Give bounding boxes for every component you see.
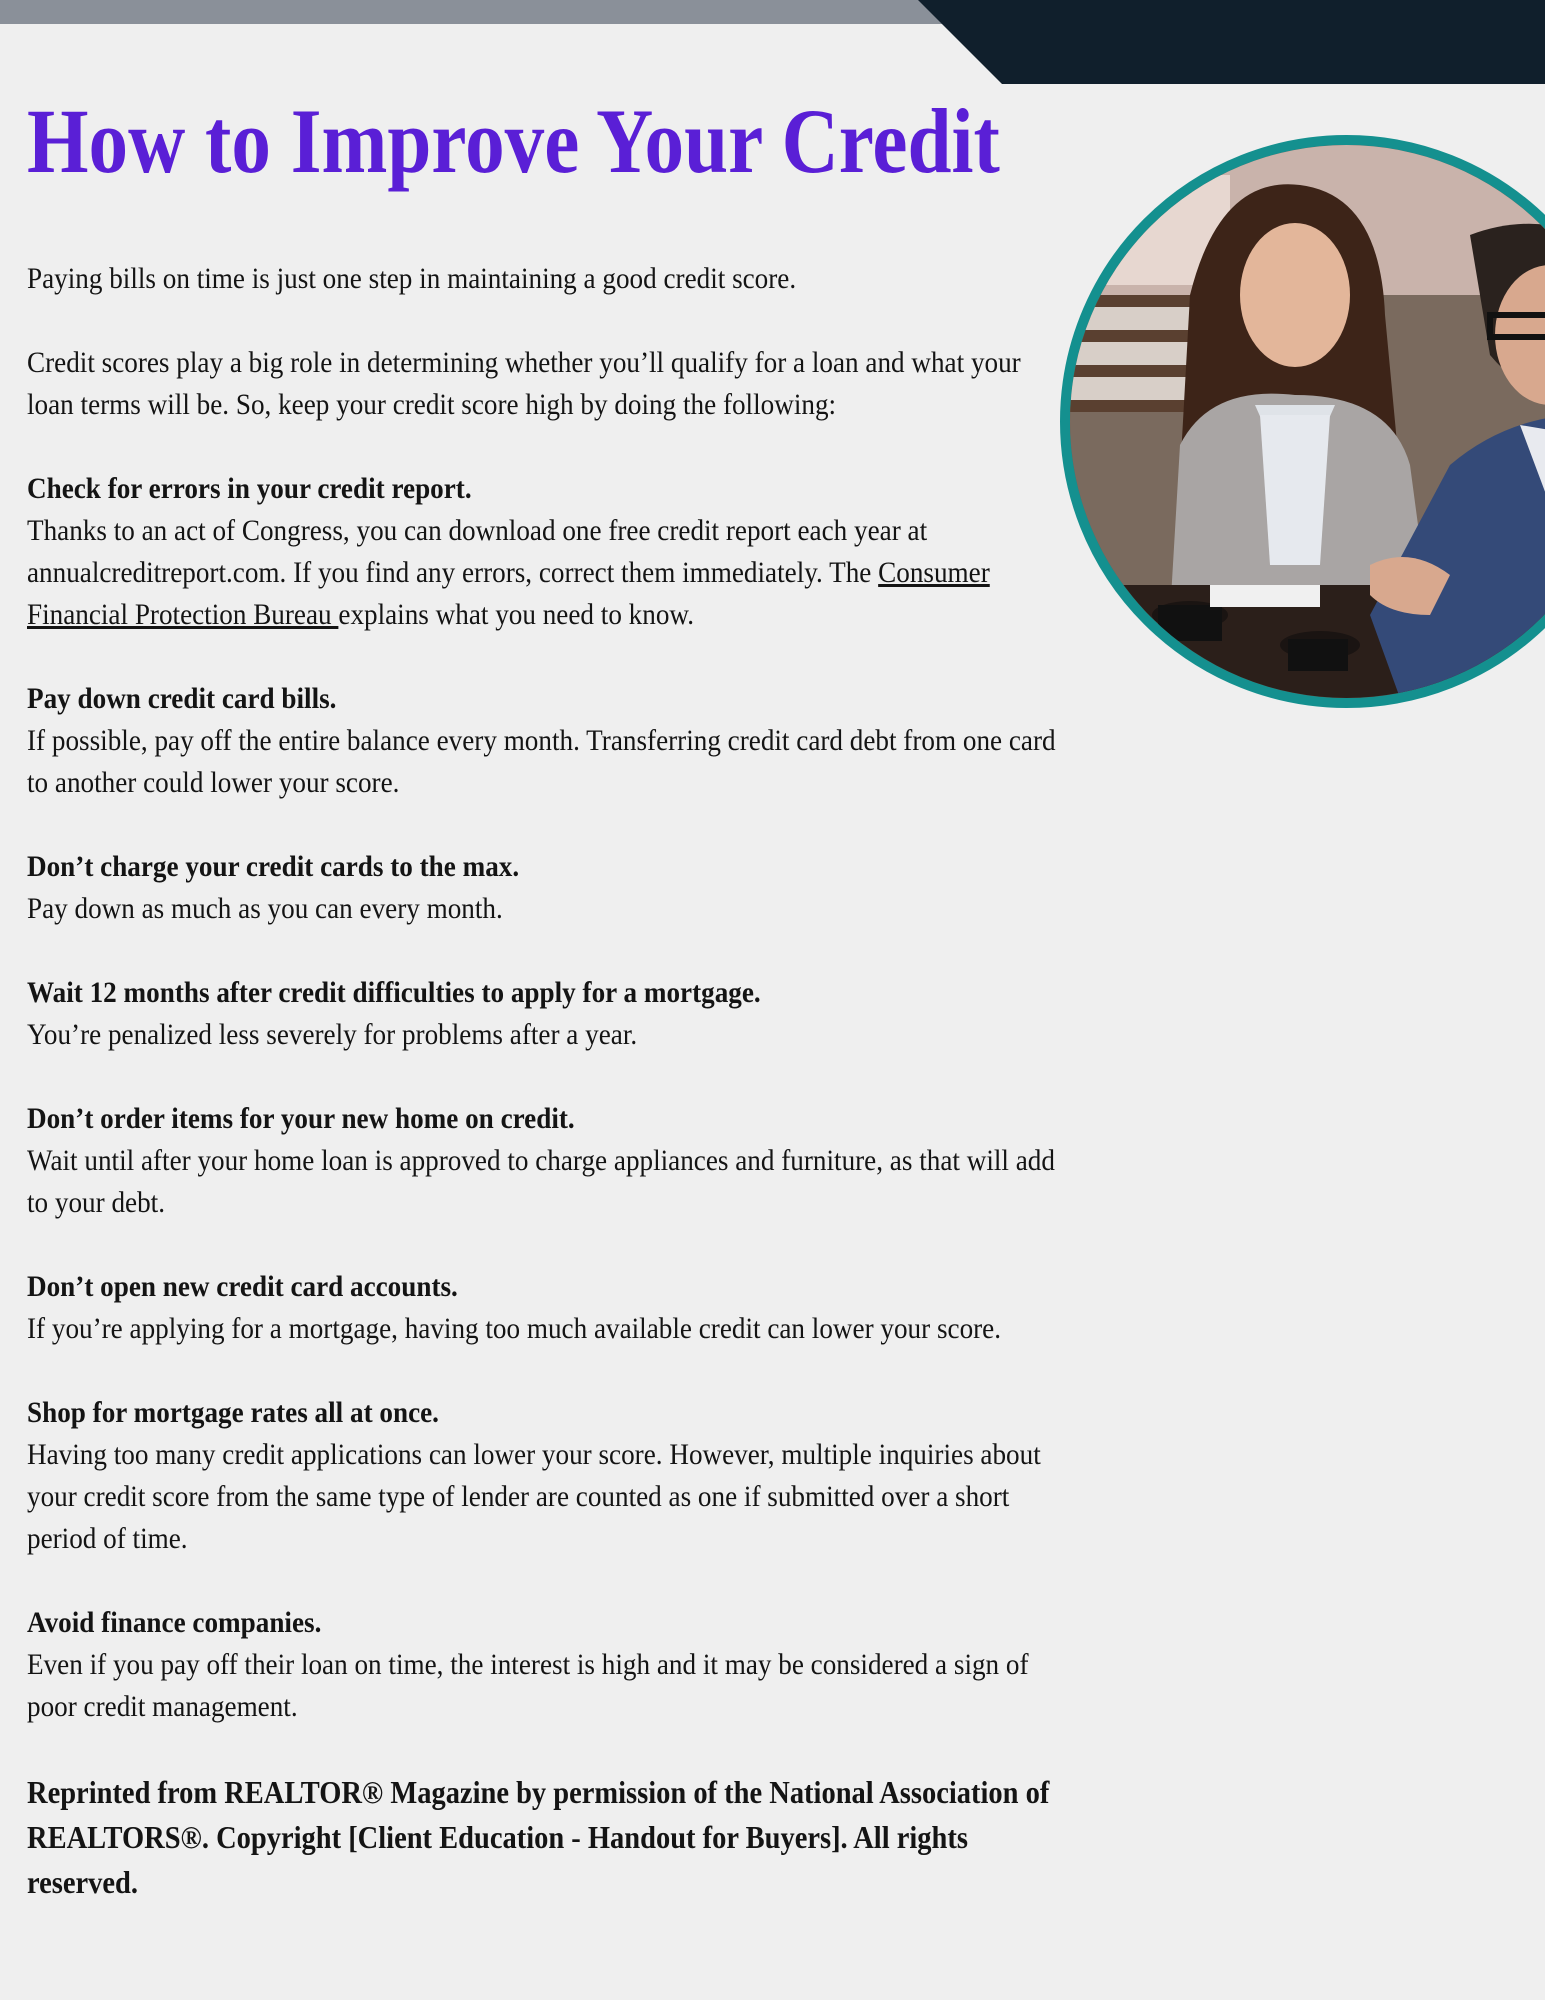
tip-body: You’re penalized less severely for problems after a year.: [27, 1018, 638, 1051]
tip-pay-down-cards: [27, 678, 1068, 804]
tip-body: If you’re applying for a mortgage, having too much available credit can lower your score.: [27, 1312, 1002, 1345]
tip-wait-12-months: [27, 972, 1068, 1056]
tip-body: Pay down as much as you can every month.: [27, 892, 503, 925]
tip-heading: Don’t open new credit card accounts.: [27, 1270, 458, 1303]
copyright-footer: Reprinted from REALTOR® Magazine by permission of the National Association of REALTORS®. Copyright [Client Education - Handout for Buyers]. All rights reserved.: [27, 1774, 1050, 1900]
tip-no-new-accounts: [27, 1266, 1068, 1350]
tip-heading: Don’t order items for your new home on credit.: [27, 1102, 575, 1135]
tip-check-errors: [27, 468, 1068, 636]
cfpb-link[interactable]: Consumer Financial Protection Bureau: [27, 556, 990, 631]
tip-shop-rates-at-once: [27, 1392, 1068, 1560]
people-meeting-photo: [1060, 135, 1545, 708]
page-title: How to Improve Your Credit: [27, 90, 1000, 192]
intro-paragraph: Credit scores play a big role in determining whether you’ll qualify for a loan and what your loan terms will be. So, keep your credit score high by doing the following:: [27, 346, 1021, 421]
article-body: [27, 258, 1068, 1770]
tip-body: Having too many credit applications can lower your score. However, multiple inquiries about your credit score from the same type of lender are counted as one if submitted over a short period of time.: [27, 1438, 1041, 1555]
tip-body: Even if you pay off their loan on time, the interest is high and it may be considered a sign of poor credit management.: [27, 1648, 1029, 1723]
tip-body-continued: explains what you need to know.: [338, 598, 695, 631]
tip-dont-max-cards: [27, 846, 1068, 930]
tip-no-new-home-credit: [27, 1098, 1068, 1224]
tip-heading: Wait 12 months after credit difficulties to apply for a mortgage.: [27, 976, 761, 1009]
tip-heading: Check for errors in your credit report.: [27, 472, 472, 505]
tip-body: If possible, pay off the entire balance every month. Transferring credit card debt from one card to another could lower your score.: [27, 724, 1056, 799]
tip-heading: Shop for mortgage rates all at once.: [27, 1396, 439, 1429]
tip-body: Wait until after your home loan is approved to charge appliances and furniture, as that will add to your debt.: [27, 1144, 1055, 1219]
tip-heading: Don’t charge your credit cards to the max.: [27, 850, 520, 883]
header-banner-gray: [0, 0, 960, 24]
tip-heading: Pay down credit card bills.: [27, 682, 337, 715]
intro-paragraph: Paying bills on time is just one step in maintaining a good credit score.: [27, 262, 797, 295]
tip-avoid-finance-companies: [27, 1602, 1068, 1728]
tip-heading: Avoid finance companies.: [27, 1606, 322, 1639]
tip-body: Thanks to an act of Congress, you can download one free credit report each year at annualcreditreport.com. If you find any errors, correct them immediately. The: [27, 514, 928, 589]
